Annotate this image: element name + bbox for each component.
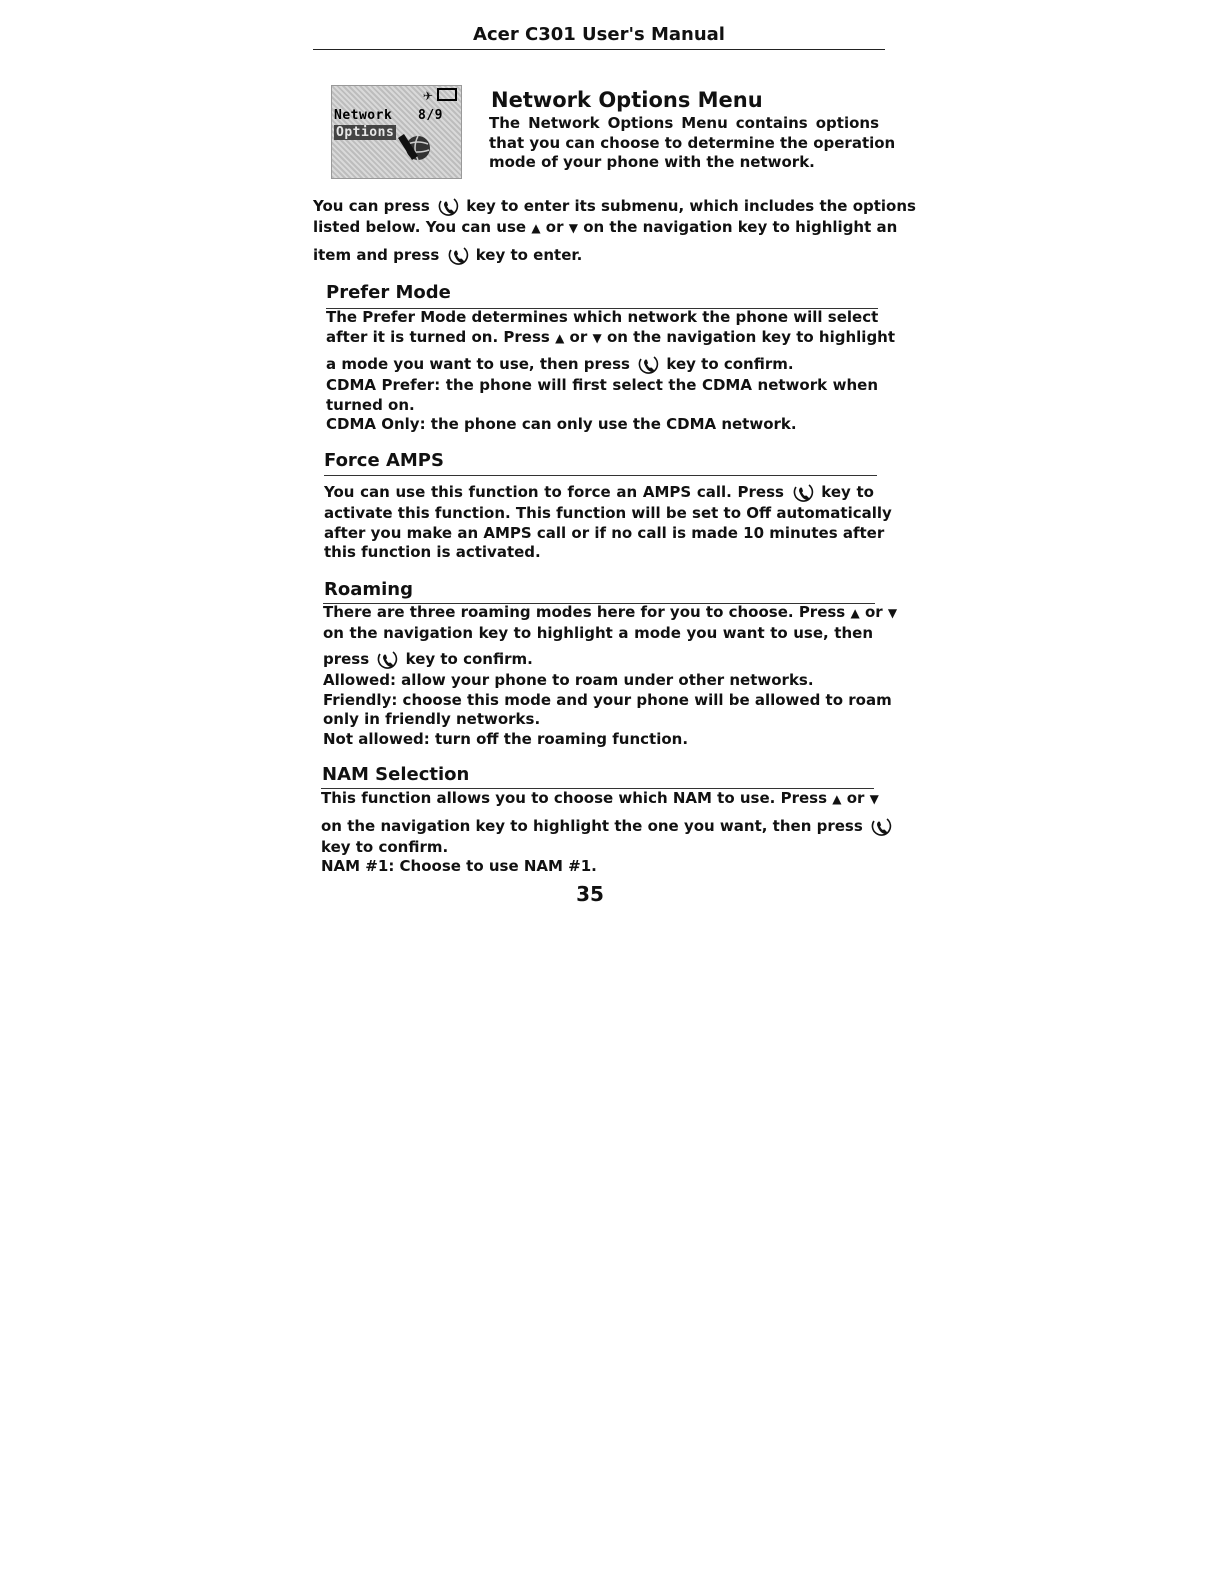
text: This function allows you to choose which NAM to use. Press <box>321 789 828 807</box>
paragraph-line: CDMA Prefer: the phone will first select the CDMA network when <box>326 376 878 394</box>
down-arrow-icon: ▼ <box>887 606 898 620</box>
text: on the navigation key to highlight an <box>583 218 898 236</box>
paragraph-line <box>326 354 878 376</box>
roaming-paragraph <box>323 603 898 749</box>
header-divider <box>313 49 885 50</box>
talk-key-icon <box>637 354 659 376</box>
section-title-network-options: Network Options Menu <box>491 88 763 112</box>
paragraph-line: Allowed: allow your phone to roam under other networks. <box>323 671 814 689</box>
section-title-force-amps: Force AMPS <box>324 450 444 471</box>
up-arrow-icon: ▲ <box>832 792 842 806</box>
screen-menu-line1: Network <box>334 108 393 123</box>
status-icons <box>423 88 457 103</box>
text: on the navigation key to highlight the one you want, then press <box>321 816 863 835</box>
antenna-icon: ✈ <box>422 89 433 103</box>
section-title-prefer-mode: Prefer Mode <box>326 282 451 303</box>
paragraph-line: after you make an AMPS call or if no call is made 10 minutes after <box>324 523 885 542</box>
paragraph-line: Not allowed: turn off the roaming function. <box>323 729 689 748</box>
text: key to confirm. <box>666 355 794 373</box>
down-arrow-icon: ▼ <box>592 330 602 345</box>
paragraph-line: NAM #1: Choose to use NAM #1. <box>321 857 597 875</box>
text: You can use this function to force an AMPS call. Press <box>324 483 784 501</box>
page-header: Acer C301 User's Manual <box>473 24 725 45</box>
globe-phone-icon <box>394 128 434 168</box>
paragraph-line: this function is activated. <box>324 543 541 561</box>
page-number: 35 <box>576 882 604 906</box>
talk-key-icon <box>437 196 459 218</box>
talk-key-icon <box>870 816 892 838</box>
prefer-mode-paragraph <box>326 308 896 435</box>
screen-menu-line2: Options <box>336 125 395 140</box>
up-arrow-icon: ▲ <box>555 330 565 345</box>
paragraph-line <box>313 245 879 267</box>
text: key to <box>821 483 874 501</box>
intro-line: that you can choose to determine the operation <box>489 133 896 152</box>
text: on the navigation key to highlight <box>606 327 896 346</box>
intro-line: The Network Options Menu contains options <box>489 114 879 132</box>
text: or <box>864 603 883 621</box>
paragraph-line <box>321 789 879 810</box>
text: item and press <box>313 245 440 264</box>
paragraph-line: only in friendly networks. <box>323 710 541 728</box>
text: press <box>323 650 370 668</box>
down-arrow-icon: ▼ <box>568 221 578 235</box>
nam-selection-paragraph <box>321 789 879 877</box>
up-arrow-icon: ▲ <box>850 606 860 620</box>
text: key to confirm. <box>405 650 533 668</box>
up-arrow-icon: ▲ <box>531 221 541 235</box>
paragraph-line <box>313 218 898 239</box>
paragraph-line: CDMA Only: the phone can only use the CDMA network. <box>326 415 797 433</box>
paragraph-line <box>323 649 873 671</box>
paragraph-line <box>324 482 874 504</box>
text: after it is turned on. Press <box>326 327 550 346</box>
section-title-roaming: Roaming <box>324 579 413 600</box>
text: or <box>569 327 588 346</box>
paragraph-line <box>323 603 898 624</box>
battery-icon <box>437 88 457 101</box>
text: or <box>846 789 865 807</box>
talk-key-icon <box>376 649 398 671</box>
paragraph-line <box>326 327 896 349</box>
section-title-nam-selection: NAM Selection <box>322 764 470 785</box>
submenu-paragraph <box>313 196 916 267</box>
paragraph-line <box>313 196 916 218</box>
paragraph-line: key to confirm. <box>321 837 449 856</box>
paragraph-line: turned on. <box>326 395 415 414</box>
text: There are three roaming modes here for you to choose. Press <box>323 603 846 621</box>
text: key to enter. <box>475 245 583 264</box>
phone-screen-image <box>331 85 462 179</box>
section-divider <box>324 475 877 476</box>
intro-line: mode of your phone with the network. <box>489 153 815 171</box>
talk-key-icon <box>792 482 814 504</box>
text: key to enter its submenu, which includes the options <box>466 197 916 215</box>
text: or <box>545 218 564 236</box>
down-arrow-icon: ▼ <box>869 792 879 806</box>
text: You can press <box>313 197 430 215</box>
paragraph-line: Friendly: choose this mode and your phone will be allowed to roam <box>323 690 892 709</box>
intro-paragraph <box>489 114 896 173</box>
force-amps-paragraph <box>324 482 892 563</box>
paragraph-line: activate this function. This function will be set to Off automatically <box>324 504 892 522</box>
paragraph-line: on the navigation key to highlight a mode you want to use, then <box>323 623 873 642</box>
talk-key-icon <box>447 245 469 267</box>
text: listed below. You can use <box>313 218 527 236</box>
text: a mode you want to use, then press <box>326 355 630 373</box>
screen-menu-counter: 8/9 <box>418 108 443 123</box>
paragraph-line: The Prefer Mode determines which network the phone will select <box>326 308 879 326</box>
paragraph-line <box>321 816 871 838</box>
